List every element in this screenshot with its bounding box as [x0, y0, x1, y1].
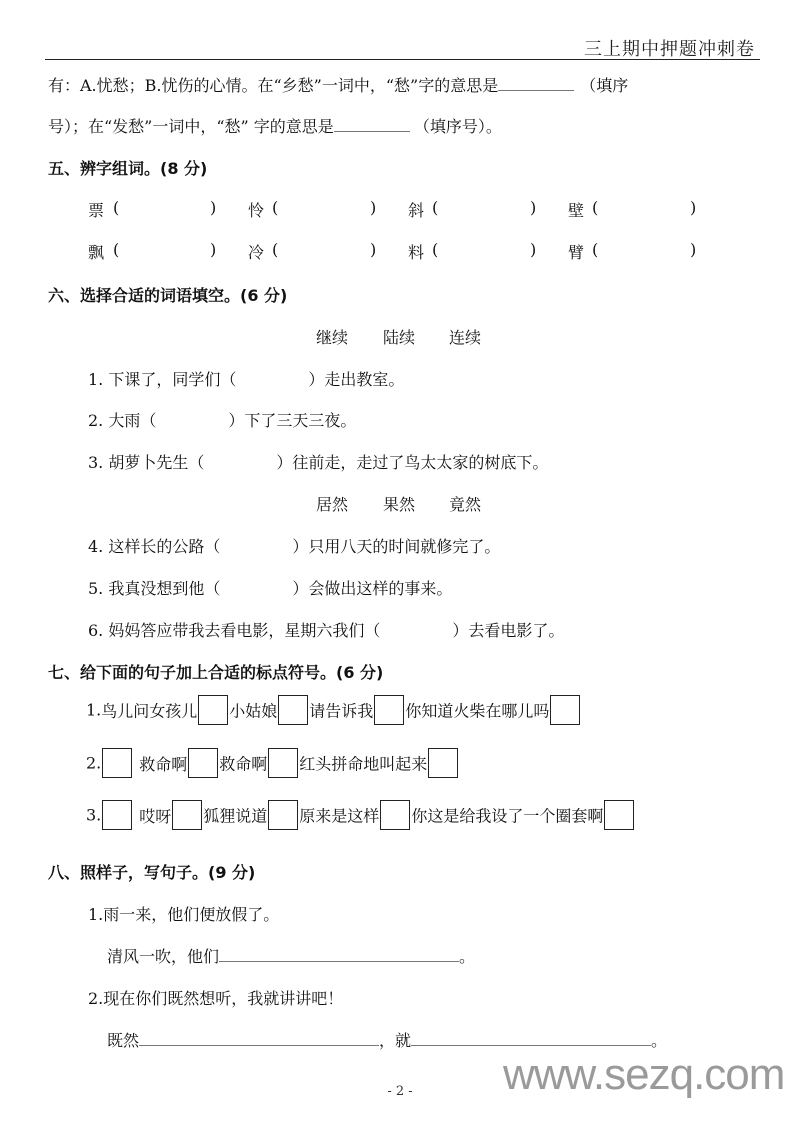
answer-blank[interactable]	[334, 115, 410, 132]
open-paren: (	[272, 198, 279, 217]
close-paren: )	[370, 198, 377, 217]
sentence-fragment: 你知道火柴在哪儿吗	[405, 701, 550, 721]
answer-blank[interactable]	[411, 1029, 651, 1046]
punctuation-box[interactable]	[380, 800, 410, 830]
sentence-fragment: 救命啊	[139, 754, 188, 774]
punctuation-box[interactable]	[374, 695, 404, 725]
answer-punct: 。	[651, 1031, 668, 1050]
word-bank-option: 继续	[316, 328, 349, 347]
item-text: ）会做出这样的事来。	[292, 579, 453, 598]
punctuation-box[interactable]	[550, 695, 580, 725]
punctuation-box[interactable]	[268, 800, 298, 830]
answer-blank[interactable]	[219, 945, 459, 962]
punctuation-box[interactable]	[188, 748, 218, 778]
answer-blank[interactable]	[139, 1029, 379, 1046]
punctuation-box[interactable]	[604, 800, 634, 830]
sentence-fragment: 红头拼命地叫起来	[299, 754, 428, 774]
sentence-fragment: 请告诉我	[309, 701, 374, 721]
item-number: 6.	[88, 621, 104, 640]
word-pair-char: 冷	[248, 243, 265, 262]
continuation-line-2	[48, 115, 502, 137]
punctuation-box[interactable]	[268, 748, 298, 778]
section-5-heading: 五、辨字组词。(8 分)	[48, 159, 208, 178]
word-bank-option: 果然	[383, 495, 416, 514]
item-number: 1.	[88, 370, 104, 389]
item-number: 3.	[86, 805, 102, 825]
punctuation-box[interactable]	[102, 748, 132, 778]
fill-item-6	[88, 618, 564, 641]
sentence-fragment: 哎呀	[139, 806, 172, 826]
example-sentence-1: 1.雨一来，他们便放假了。	[88, 905, 280, 924]
item-text: ）走出教室。	[308, 370, 405, 389]
item-number: 1.	[86, 700, 102, 720]
word-pair-char: 壁	[568, 201, 585, 220]
word-pair-char: 票	[88, 201, 105, 220]
open-paren: (	[113, 198, 120, 217]
open-paren: (	[272, 240, 279, 259]
item-number: 5.	[88, 579, 104, 598]
open-paren: (	[592, 240, 599, 259]
fill-item-5	[88, 576, 452, 599]
example-sentence-2: 2.现在你们既然想听，我就讲讲吧！	[88, 989, 344, 1008]
punctuation-box[interactable]	[278, 695, 308, 725]
item-text: 我真没想到他（	[108, 579, 221, 598]
answer-prompt: 清风一吹，他们	[107, 947, 220, 966]
section-6-heading: 六、选择合适的词语填空。(6 分)	[48, 286, 288, 305]
close-paren: )	[530, 240, 537, 259]
word-pair-char: 料	[408, 243, 425, 262]
close-paren: )	[370, 240, 377, 259]
continuation-text: （填序	[580, 76, 629, 95]
item-text: 下课了，同学们（	[108, 370, 237, 389]
close-paren: )	[210, 240, 217, 259]
section-7-heading: 七、给下面的句子加上合适的标点符号。(6 分)	[48, 663, 384, 682]
answer-punct: 。	[459, 947, 476, 966]
item-text: 妈妈答应带我去看电影，星期六我们（	[108, 621, 381, 640]
punctuation-box[interactable]	[428, 748, 458, 778]
open-paren: (	[432, 240, 439, 259]
sentence-fragment: 小姑娘	[229, 701, 278, 721]
word-pair-char: 臂	[568, 243, 585, 262]
open-paren: (	[592, 198, 599, 217]
word-pair-char: 飘	[88, 243, 105, 262]
close-paren: )	[210, 198, 217, 217]
item-text: ）下了三天三夜。	[228, 411, 357, 430]
fill-item-3	[88, 450, 548, 473]
answer-prompt: 既然	[107, 1031, 140, 1050]
continuation-text: （填序号）。	[413, 117, 502, 136]
item-text: 胡萝卜先生（	[108, 453, 205, 472]
rewrite-answer-1	[107, 944, 475, 967]
section-8-heading: 八、照样子，写句子。(9 分)	[48, 863, 256, 882]
punctuation-sentence-3	[86, 800, 635, 830]
punctuation-box[interactable]	[172, 800, 202, 830]
close-paren: )	[690, 240, 697, 259]
answer-prompt: ，就	[379, 1031, 412, 1050]
sentence-fragment: 鸟儿问女孩儿	[101, 701, 198, 721]
item-text: ）只用八天的时间就修完了。	[292, 537, 501, 556]
close-paren: )	[530, 198, 537, 217]
item-number: 3.	[88, 453, 104, 472]
punctuation-box[interactable]	[102, 800, 132, 830]
continuation-line-1	[48, 74, 628, 96]
sentence-fragment: 原来是这样	[299, 806, 380, 826]
answer-blank[interactable]	[498, 74, 574, 91]
document-header-title: 三上期中押题冲刺卷	[584, 39, 755, 60]
open-paren: (	[432, 198, 439, 217]
fill-item-2	[88, 408, 356, 431]
page-number: - 2 -	[387, 1084, 413, 1099]
continuation-text: 号）；在“发愁”一词中，“愁” 字的意思是	[48, 117, 334, 136]
header-divider	[45, 59, 760, 60]
watermark: www.sezq.com	[503, 1050, 785, 1099]
fill-item-4	[88, 534, 500, 557]
word-pair-row-1	[88, 198, 104, 221]
item-number: 2.	[88, 411, 104, 430]
word-bank-option: 陆续	[383, 328, 416, 347]
item-number: 2.	[86, 753, 102, 773]
rewrite-answer-2	[107, 1028, 667, 1051]
word-bank-option: 竟然	[449, 495, 482, 514]
word-bank-option: 居然	[316, 495, 349, 514]
open-paren: (	[113, 240, 120, 259]
word-pair-char: 斜	[408, 201, 425, 220]
close-paren: )	[690, 198, 697, 217]
punctuation-sentence-2	[86, 748, 459, 778]
word-pair-char: 怜	[248, 201, 265, 220]
punctuation-sentence-1	[86, 695, 581, 725]
sentence-fragment: 狐狸说道	[203, 806, 268, 826]
sentence-fragment: 救命啊	[219, 754, 268, 774]
item-number: 4.	[88, 537, 104, 556]
continuation-text: 有：A.忧愁；B.忧伤的心情。在“乡愁”一词中，“愁”字的意思是	[48, 76, 499, 95]
item-text: 大雨（	[108, 411, 157, 430]
item-text: ）去看电影了。	[452, 621, 565, 640]
sentence-fragment: 你这是给我设了一个圈套啊	[411, 806, 604, 826]
fill-item-1	[88, 367, 404, 390]
word-bank-option: 连续	[449, 328, 482, 347]
item-text: 这样长的公路（	[108, 537, 221, 556]
punctuation-box[interactable]	[198, 695, 228, 725]
item-text: ）往前走，走过了鸟太太家的树底下。	[276, 453, 549, 472]
